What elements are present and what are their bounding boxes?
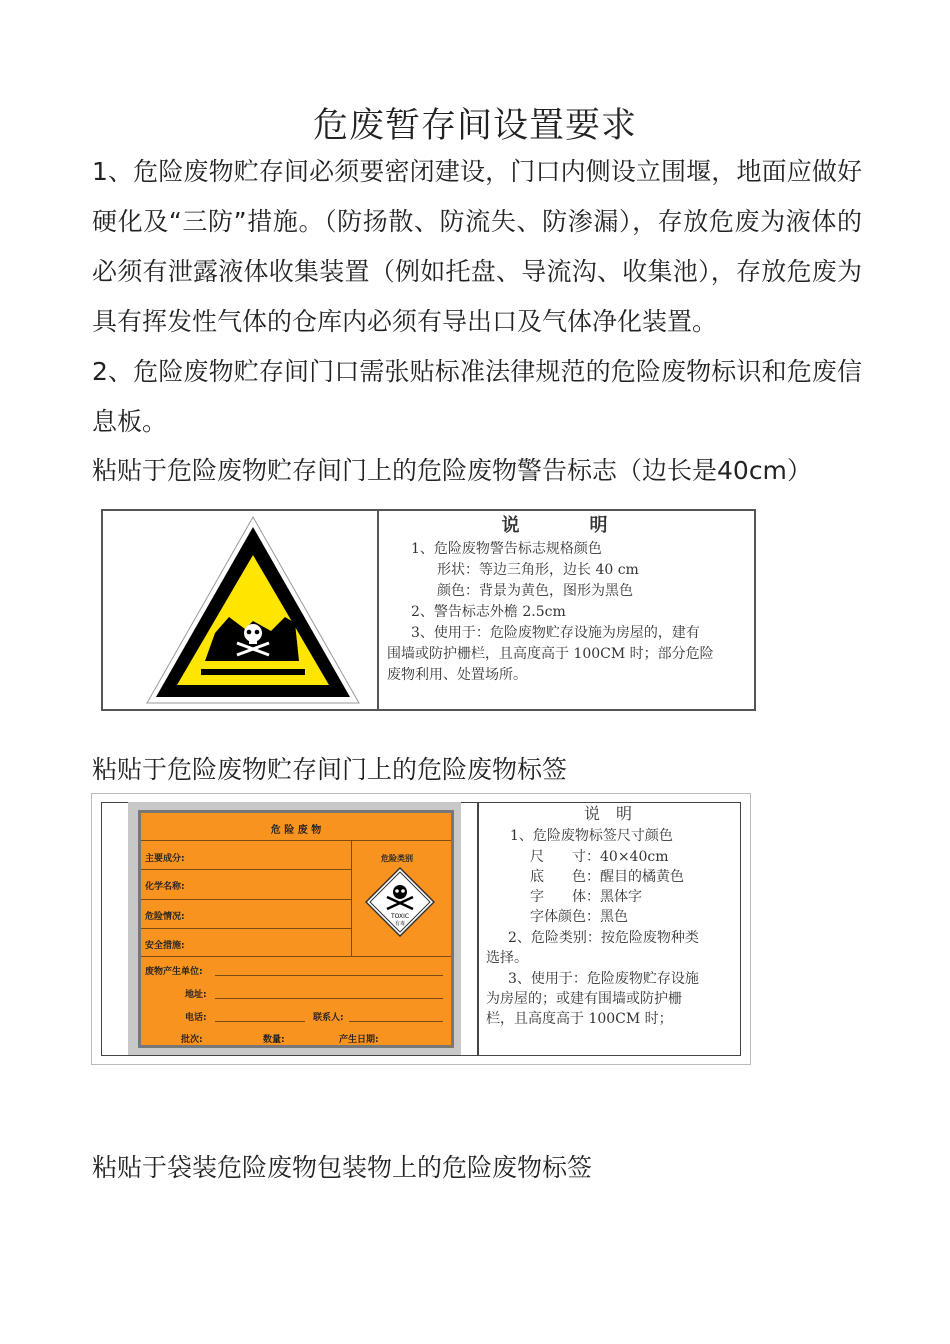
label-quantity: 数量: — [263, 1035, 285, 1045]
warning-sign-panel — [101, 509, 756, 711]
explanation-line: 尺 寸：40×40cm — [530, 849, 669, 865]
paragraph-2: 2、危险废物贮存间门口需张贴标准法律规范的危险废物标识和危废信息板。 — [92, 357, 862, 436]
label-header: 危 险 废 物 — [270, 825, 322, 836]
explanation-line: 2、危险类别：按危险废物种类 — [508, 930, 699, 946]
label-chemical-name: 化学名称: — [145, 882, 185, 892]
explanation-line: 为房屋的；或建有围墙或防护栅 — [486, 991, 682, 1007]
caption-bag-label: 粘贴于袋装危险废物包装物上的危险废物标签 — [92, 1153, 593, 1182]
label-address: 地址: — [185, 990, 207, 1000]
waste-label-explanation — [484, 802, 739, 1056]
label-date: 产生日期: — [339, 1035, 379, 1045]
explanation-line: 选择。 — [486, 950, 528, 966]
explanation-line: 2、警告标志外檐 2.5cm — [411, 604, 566, 620]
explanation-line: 形状：等边三角形，边长 40 cm — [437, 562, 639, 578]
waste-label-image — [138, 810, 454, 1048]
explanation-line: 1、危险废物警告标志规格颜色 — [411, 541, 602, 557]
explanation-line: 3、使用于：危险废物贮存设施 — [508, 971, 699, 987]
label-batch: 批次: — [181, 1035, 203, 1045]
warning-sign-explanation — [381, 511, 754, 709]
label-producer: 废物产生单位: — [145, 967, 203, 977]
explanation-title: 说 明 — [584, 804, 633, 823]
label-hazard: 危险情况: — [145, 912, 185, 922]
label-phone: 电话: — [185, 1013, 207, 1023]
explanation-line: 栏，且高度高于 100CM 时； — [486, 1011, 673, 1027]
paragraph-1: 1、危险废物贮存间必须要密闭建设，门口内侧设立围堰，地面应做好硬化及“三防”措施。（防扬散、防流失、防渗漏），存放危废为液体的必须有泄露液体收集装置（例如托盘、导流沟、收集池），存放危废为具有挥发性气体的仓库内必须有导出口及气体净化装置。 — [92, 157, 862, 336]
explanation-line: 字体颜色：黑色 — [530, 909, 628, 925]
explanation-line: 围墙或防护栅栏，且高度高于 100CM 时；部分危险 — [387, 646, 714, 662]
label-hazard-class: 危险类别 — [381, 854, 413, 863]
label-safety: 安全措施: — [145, 941, 185, 951]
toxic-text: TOXIC — [390, 913, 410, 920]
warning-sign-image — [103, 511, 379, 709]
explanation-title: 说 明 — [501, 515, 634, 536]
explanation-line: 3、使用于：危险废物贮存设施为房屋的，建有 — [411, 625, 700, 641]
explanation-line: 字 体：黑体字 — [530, 889, 642, 905]
toxic-skull-icon — [365, 867, 435, 937]
explanation-line: 废物利用、处置场所。 — [387, 667, 527, 683]
waste-label-panel — [91, 793, 751, 1065]
explanation-line: 底 色：醒目的橘黄色 — [530, 869, 684, 885]
toxic-cn-text: 有毒 — [394, 921, 406, 927]
explanation-line: 1、危险废物标签尺寸颜色 — [510, 828, 673, 844]
caption-warning-sign: 粘贴于危险废物贮存间门上的危险废物警告标志（边长是40cm） — [92, 456, 812, 485]
page-title: 危废暂存间设置要求 — [312, 106, 637, 146]
label-main-component: 主要成分: — [145, 854, 185, 864]
caption-waste-label: 粘贴于危险废物贮存间门上的危险废物标签 — [92, 755, 568, 784]
label-contact: 联系人: — [313, 1013, 344, 1023]
explanation-line: 颜色：背景为黄色，图形为黑色 — [437, 583, 633, 599]
hazard-triangle-icon — [143, 513, 363, 707]
